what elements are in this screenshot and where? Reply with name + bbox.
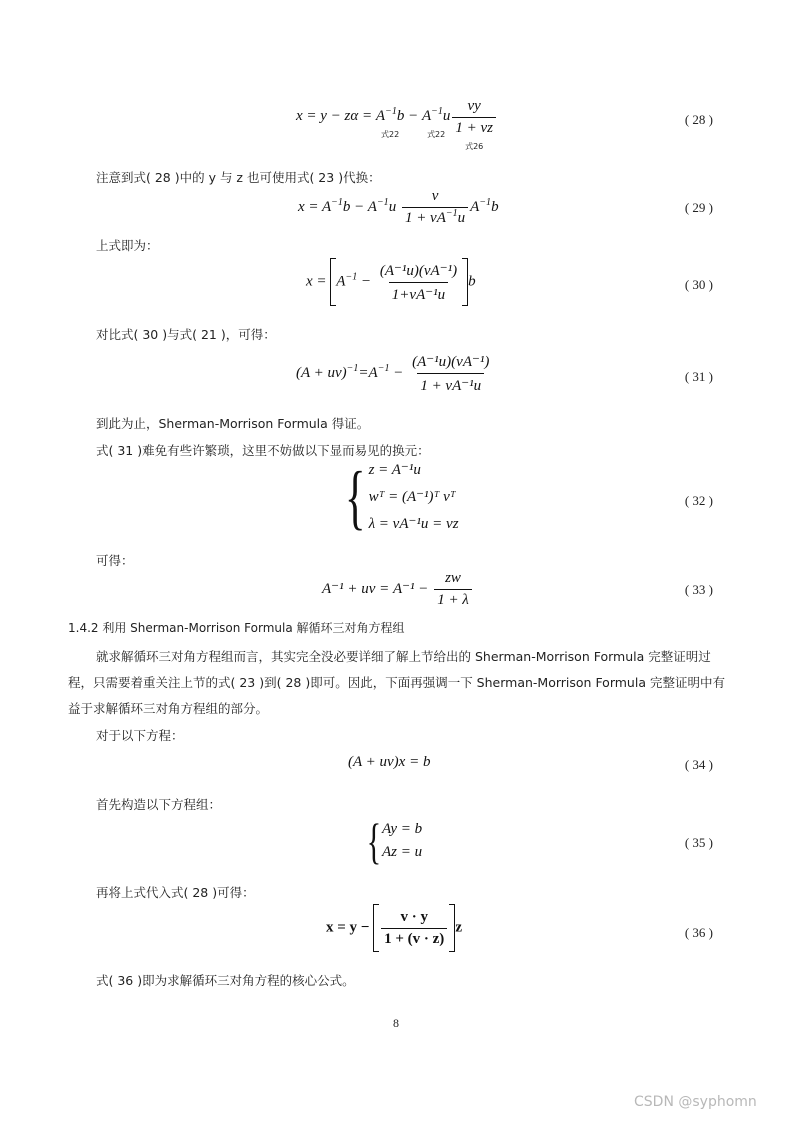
eq31-numerator: (A⁻¹u)(νA⁻¹)	[412, 354, 490, 370]
paragraph-4: 到此为止，Sherman-Morrison Formula 得证。	[96, 416, 370, 431]
eq33-fraction	[434, 570, 472, 609]
eq33-numerator: zw	[445, 570, 461, 586]
equation-32	[338, 456, 459, 537]
eq28-t2-b: u	[442, 108, 451, 124]
eq28-t2-label: 式22	[427, 130, 446, 139]
eq28-t2: A	[421, 108, 432, 124]
paragraph-9: 再将上式代入式( 28 )可得：	[96, 885, 255, 900]
eq30-numerator: (A⁻¹u)(νA⁻¹)	[379, 262, 458, 279]
eq36-lhs: x = y −	[326, 919, 374, 936]
eq36-left-bracket	[373, 904, 379, 952]
eq28-numerator: νy	[467, 98, 481, 114]
body-paragraph-line-2: 程，只需要着重关注上节的式( 23 )到( 28 )即可。因此，下面再强调一下 Sherman-Morrison Formula 完整证明中有	[68, 675, 725, 690]
eq31-eq-sup: −1	[377, 362, 390, 374]
equation-34	[348, 754, 430, 771]
eq30-number: ( 30 )	[684, 277, 713, 292]
eq31-fraction	[409, 352, 492, 395]
eq36-tail: z	[455, 919, 462, 936]
eq35-cases	[382, 821, 422, 861]
eq28-fraction-label: 式26	[465, 142, 484, 151]
body-paragraph-line-3: 益于求解循环三对角方程组的部分。	[68, 701, 269, 716]
eq29-tail: A	[470, 198, 480, 215]
eq28-minus: −	[404, 108, 422, 124]
eq32-line2: wᵀ = (A⁻¹)ᵀ νᵀ	[368, 489, 456, 505]
eq32-number: ( 32 )	[684, 493, 713, 508]
equation-35	[362, 813, 423, 869]
eq36-number: ( 36 )	[684, 925, 713, 940]
eq29-den-sup: −1	[445, 208, 458, 219]
eq28-t2-sup: −1	[431, 106, 443, 117]
paragraph-8: 首先构造以下方程组：	[96, 797, 222, 812]
eq28-term1	[376, 108, 404, 140]
equation-29	[298, 188, 499, 227]
eq35-number: ( 35 )	[684, 835, 713, 850]
eq30-tail: b	[468, 273, 476, 290]
watermark: CSDN @syphomn	[634, 1094, 757, 1110]
paragraph-6: 可得：	[96, 553, 134, 568]
eq32-cases	[369, 460, 459, 533]
eq28-denominator: 1 + νz	[452, 117, 496, 137]
eq32-line3: λ = νA⁻¹u = νz	[368, 516, 459, 532]
eq35-brace: {	[366, 813, 382, 869]
eq33-lhs: A⁻¹ + uν = A⁻¹ −	[322, 580, 433, 597]
eq30-lhs: x =	[306, 273, 331, 290]
eq35-line1: Ay = b	[382, 821, 423, 837]
eq29-numerator: ν	[431, 188, 439, 204]
eq30-fraction	[377, 261, 460, 304]
eq28-t1-b: b	[396, 108, 405, 124]
eq29-tail-b: b	[491, 198, 499, 215]
eq30-a-sup: −1	[345, 271, 358, 283]
eq29-denominator	[402, 207, 468, 227]
eq36-fraction	[381, 909, 447, 948]
eq28-number: ( 28 )	[684, 112, 713, 127]
paragraph-5: 式( 31 )难免有些许繁琐，这里不妨做以下显而易见的换元：	[96, 443, 430, 458]
eq31-lhs-sup: −1	[346, 362, 359, 374]
equation-30	[306, 258, 476, 306]
eq29-fraction	[402, 188, 468, 227]
eq31-denominator: 1 + νA⁻¹u	[417, 373, 484, 395]
eq29-den-b: u	[457, 210, 466, 226]
eq30-minus: −	[357, 273, 375, 290]
equation-33	[322, 570, 474, 609]
equation-31	[296, 352, 494, 395]
page-number: 8	[393, 1016, 399, 1030]
eq28-t1: A	[375, 108, 386, 124]
eq29-sup2: −1	[376, 196, 389, 208]
body-paragraph-line-1: 就求解循环三对角方程组而言，其实完全没必要详细了解上节给出的 Sherman-Morrison Formula 完整证明过	[96, 649, 711, 664]
eq32-line1: z = A⁻¹u	[368, 462, 421, 478]
eq31-number: ( 31 )	[684, 369, 713, 384]
eq28-fraction-group	[450, 98, 498, 152]
eq29-tail-sup: −1	[479, 196, 492, 208]
paragraph-10: 式( 36 )即为求解循环三对角方程的核心公式。	[96, 973, 355, 988]
eq28-t1-label: 式22	[381, 130, 400, 139]
eq33-number: ( 33 )	[684, 582, 713, 597]
paragraph-7: 对于以下方程：	[96, 728, 184, 743]
equation-36	[326, 904, 462, 952]
eq31-lhs: (A + uν)	[296, 364, 347, 381]
eq31-eq: =A	[358, 364, 378, 381]
eq29-sup1: −1	[331, 196, 343, 208]
eq29-lhs: x = A	[298, 198, 332, 215]
eq34-number: ( 34 )	[684, 757, 713, 772]
eq30-denominator: 1+νA⁻¹u	[389, 282, 448, 304]
eq32-brace: {	[344, 456, 366, 537]
eq31-minus: −	[389, 364, 408, 381]
eq28-t1-sup: −1	[385, 106, 397, 117]
eq36-numerator: v · y	[400, 908, 428, 925]
eq34-expr: (A + uν)x = b	[348, 754, 431, 770]
paragraph-2: 上式即为：	[96, 238, 159, 253]
eq33-denominator: 1 + λ	[434, 589, 472, 609]
paragraph-3: 对比式( 30 )与式( 21 )，可得：	[96, 327, 276, 342]
eq29-mid: b − A	[342, 198, 377, 215]
section-heading: 1.4.2 利用 Sherman-Morrison Formula 解循环三对角方程组	[68, 621, 405, 635]
eq29-den-a: 1 + νA	[404, 210, 446, 226]
eq28-lhs: x = y − zα =	[296, 108, 376, 124]
paragraph-1: 注意到式( 28 )中的 y 与 z 也可使用式( 23 )代换：	[96, 170, 381, 185]
eq35-line2: Az = u	[382, 844, 423, 860]
eq36-denominator: 1 + (v · z)	[381, 928, 447, 948]
eq28-fraction	[452, 98, 496, 137]
eq28-term2	[422, 108, 450, 140]
eq29-u: u	[388, 198, 397, 215]
eq29-number: ( 29 )	[684, 200, 713, 215]
eq30-a: A	[336, 273, 346, 290]
